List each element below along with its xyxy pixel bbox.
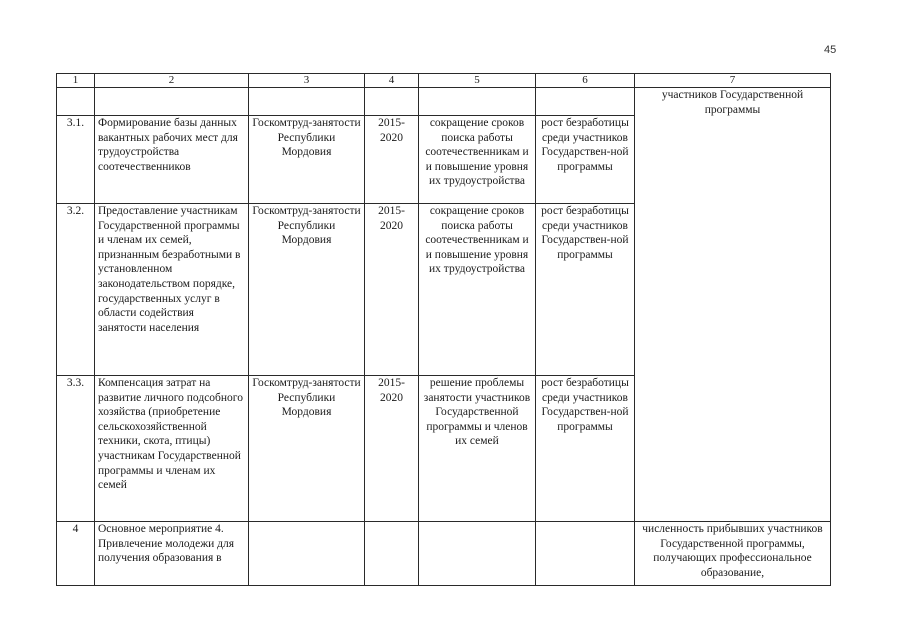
row-number: 3.2.	[57, 204, 95, 376]
header-cell-7: 7	[635, 74, 831, 88]
header-cell-3: 3	[249, 74, 365, 88]
expected-effect: сокращение сроков поиска работы соотечественникам и и повышение уровня их трудоустройства	[419, 204, 536, 376]
expected-effect: сокращение сроков поиска работы соотечественникам и и повышение уровня их трудоустройства	[419, 116, 536, 204]
executor: Госкомтруд-занятости Республики Мордовия	[249, 204, 365, 376]
header-cell-5: 5	[419, 74, 536, 88]
measure-name: Предоставление участникам Государственной программы и членам их семей, признанным безработными в установленном законодательством порядке, государственных услуг в области содействия занятости населения	[95, 204, 249, 376]
page-number: 45	[824, 44, 837, 56]
row-number: 3.3.	[57, 376, 95, 522]
target-indicator-cell: участников Государственной программы	[635, 88, 831, 522]
header-row	[57, 74, 831, 88]
executor: Госкомтруд-занятости Республики Мордовия	[249, 116, 365, 204]
consequence: рост безработицы среди участников Государствен-ной программы	[536, 376, 635, 522]
header-cell-6: 6	[536, 74, 635, 88]
header-cell-2: 2	[95, 74, 249, 88]
continuation-row	[57, 88, 831, 116]
target-indicator-cell: численность прибывших участников Государственной программы, получающих профессиональное образование,	[635, 522, 831, 586]
period: 2015-2020	[365, 116, 419, 204]
consequence: рост безработицы среди участников Государствен-ной программы	[536, 116, 635, 204]
row-number: 3.1.	[57, 116, 95, 204]
measure-name: Формирование базы данных вакантных рабочих мест для трудоустройства соотечественников	[95, 116, 249, 204]
period: 2015-2020	[365, 204, 419, 376]
executor: Госкомтруд-занятости Республики Мордовия	[249, 376, 365, 522]
measures-table	[56, 73, 831, 586]
measure-name: Компенсация затрат на развитие личного подсобного хозяйства (приобретение сельскохозяйственной техники, скота, птицы) участникам Государственной программы и членам их семей	[95, 376, 249, 522]
consequence: рост безработицы среди участников Государствен-ной программы	[536, 204, 635, 376]
period: 2015-2020	[365, 376, 419, 522]
row-number: 4	[57, 522, 95, 586]
expected-effect: решение проблемы занятости участников Государственной программы и членов их семей	[419, 376, 536, 522]
table-row	[57, 522, 831, 586]
header-cell-1: 1	[57, 74, 95, 88]
header-cell-4: 4	[365, 74, 419, 88]
measure-name: Основное мероприятие 4. Привлечение молодежи для получения образования в	[95, 522, 249, 586]
